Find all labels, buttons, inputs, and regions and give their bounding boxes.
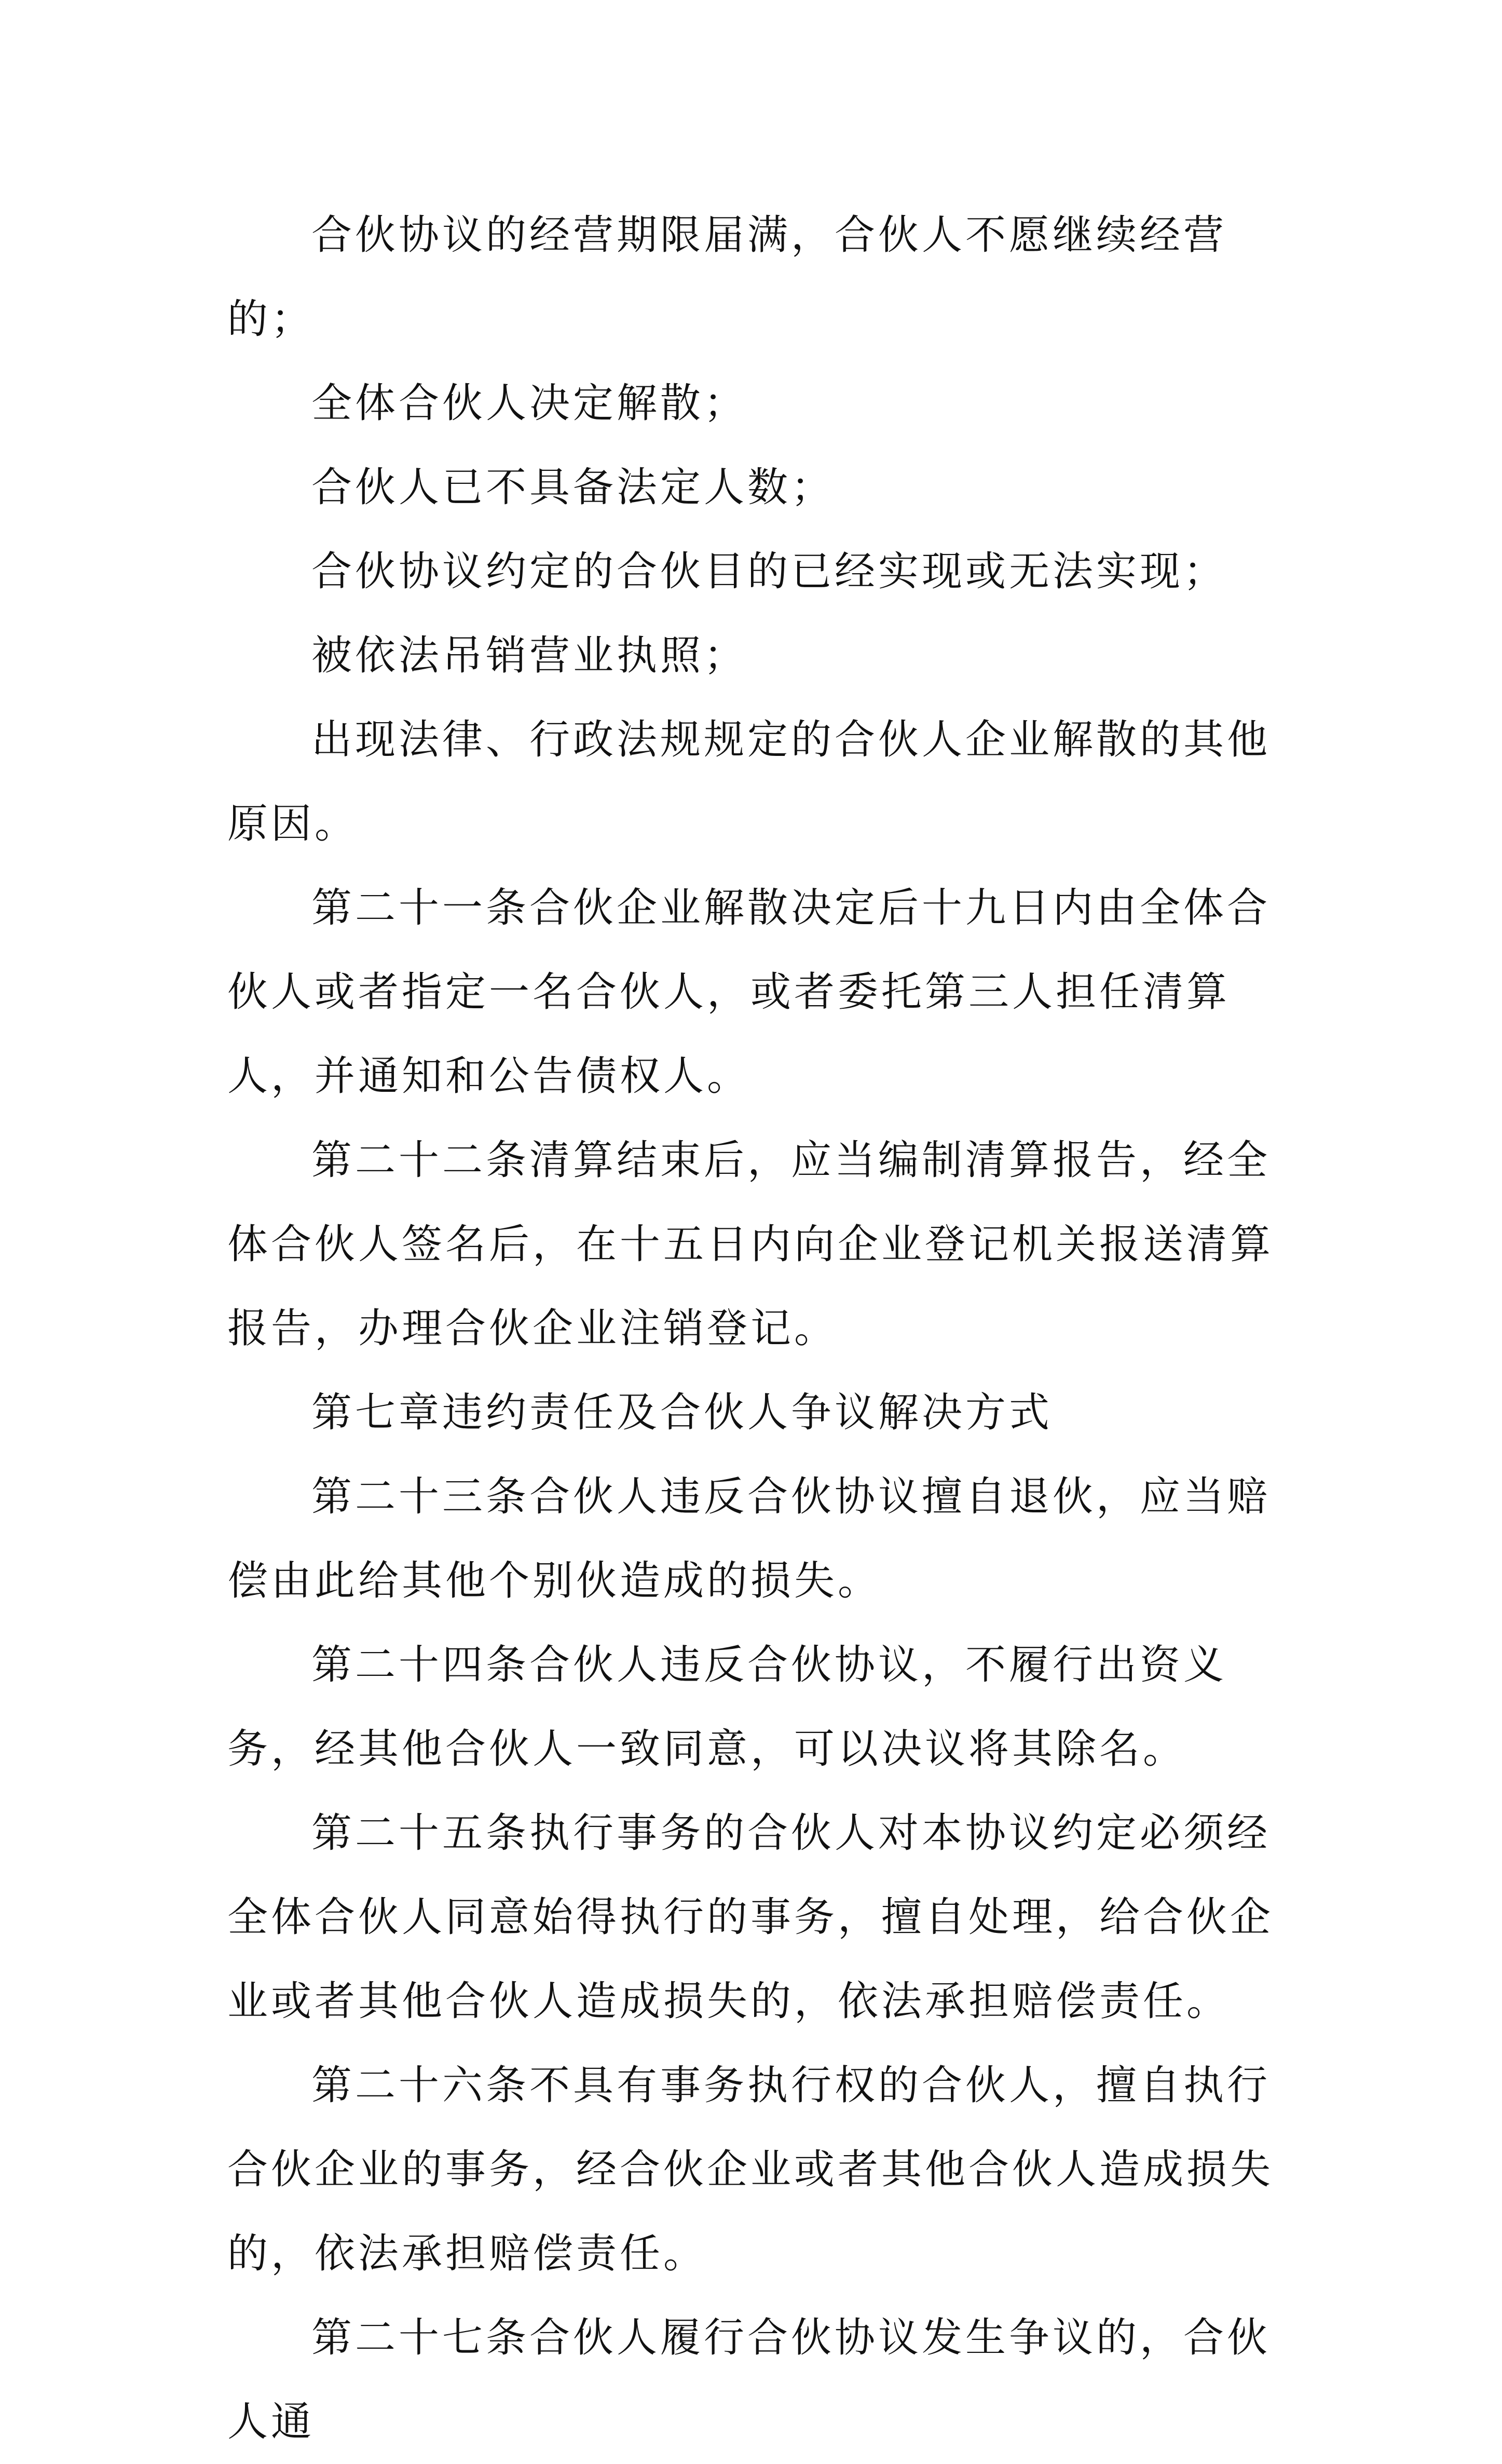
paragraph-all-partners-dissolve: 全体合伙人决定解散；: [311, 380, 748, 427]
paragraph-insufficient-partners: 合伙人已不具备法定人数；: [311, 464, 835, 511]
article-24: 第二十四条合伙人违反合伙协议，不履行出资义务，经其他合伙人一致同意，可以决议将其除名。: [227, 1642, 1227, 1772]
article-25: 第二十五条执行事务的合伙人对本协议约定必须经全体合伙人同意始得执行的事务，擅自处理，给合伙企业或者其他合伙人造成损失的，依法承担赔偿责任。: [227, 1810, 1274, 2025]
paragraph-license-revoked: 被依法吊销营业执照；: [311, 632, 748, 679]
article-26: 第二十六条不具有事务执行权的合伙人，擅自执行合伙企业的事务，经合伙企业或者其他合伙人造成损失的，依法承担赔偿责任。: [227, 2062, 1274, 2277]
document-body: [227, 193, 1291, 2464]
chapter-7-heading: 第七章违约责任及合伙人争议解决方式: [311, 1389, 1053, 1436]
article-23: 第二十三条合伙人违反合伙协议擅自退伙，应当赔偿由此给其他个别伙造成的损失。: [227, 1473, 1271, 1604]
paragraph-term-expired: 合伙协议的经营期限届满，合伙人不愿继续经营的；: [227, 212, 1227, 343]
article-22: 第二十二条清算结束后，应当编制清算报告，经全体合伙人签名后，在十五日内向企业登记机关报送清算报告，办理合伙企业注销登记。: [227, 1137, 1274, 1352]
paragraph-purpose-achieved: 合伙协议约定的合伙目的已经实现或无法实现；: [311, 548, 1227, 595]
article-21: 第二十一条合伙企业解散决定后十九日内由全体合伙人或者指定一名合伙人，或者委托第三人担任清算人，并通知和公告债权人。: [227, 885, 1271, 1100]
paragraph-other-reasons: 出现法律、行政法规规定的合伙人企业解散的其他原因。: [227, 716, 1271, 847]
article-27: 第二十七条合伙人履行合伙协议发生争议的，合伙人通: [227, 2314, 1271, 2445]
